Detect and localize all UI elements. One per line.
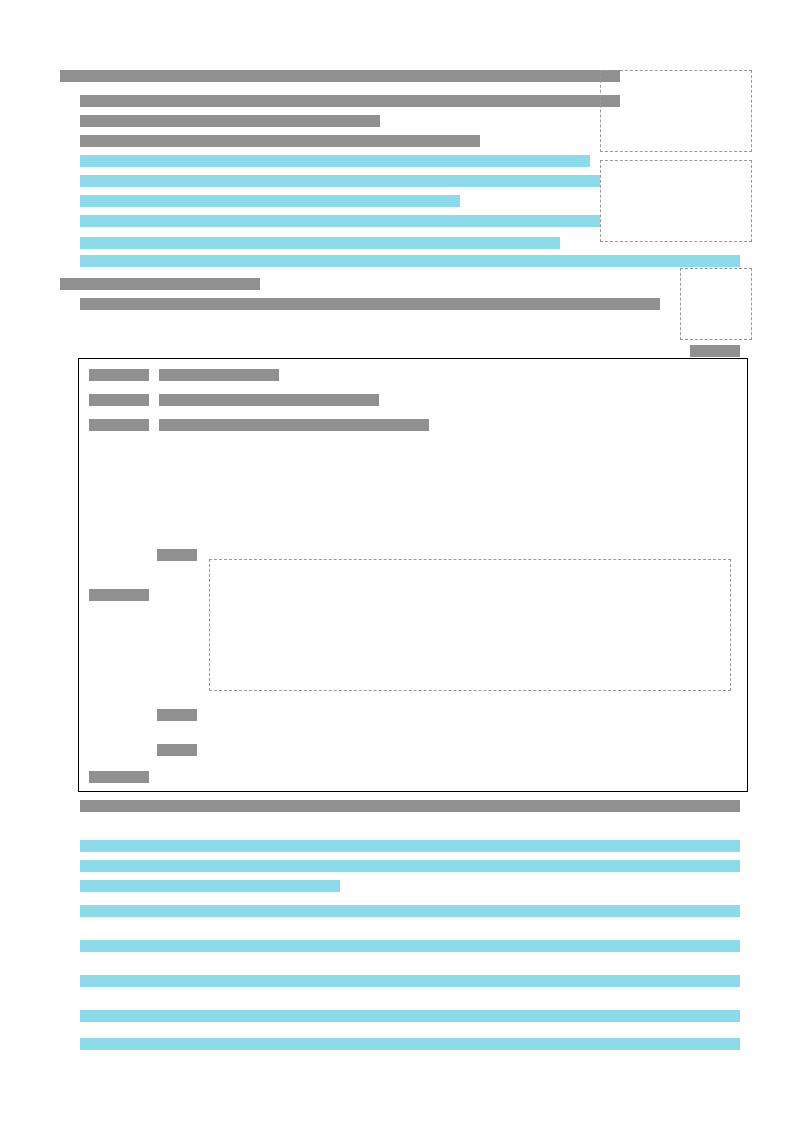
report-table: [78, 358, 748, 792]
answer-line: [80, 175, 600, 187]
solution-line: [80, 840, 740, 852]
data-label: [157, 709, 197, 721]
photo-figure-1: [680, 268, 752, 340]
share-label: [89, 771, 149, 783]
answer-line: [80, 215, 600, 227]
plan-label: [157, 549, 197, 561]
problem-20-background: [80, 298, 660, 310]
answer-line: [80, 155, 590, 167]
solution-line: [80, 860, 740, 872]
table-row-label: [89, 419, 149, 431]
table-row-value: [159, 394, 379, 406]
table-row-value: [159, 419, 429, 431]
calc-label: [157, 744, 197, 756]
problem-20-header: [60, 278, 260, 290]
solution-line: [80, 1010, 740, 1022]
process-label: [89, 589, 149, 601]
solution-line: [80, 905, 740, 917]
problem-19-line: [80, 95, 620, 107]
table-row-label: [89, 394, 149, 406]
answer-line: [80, 237, 560, 249]
question-text: [80, 800, 740, 812]
problem-19-line: [80, 115, 380, 127]
solution-line: [80, 1038, 740, 1050]
geometry-figure-angle: [600, 70, 752, 152]
geometry-figure-solution: [600, 160, 752, 242]
solution-line: [80, 880, 340, 892]
answer-line: [80, 195, 460, 207]
scheme-diagrams: [209, 559, 731, 691]
problem-19-line: [80, 135, 480, 147]
figure-label: [690, 345, 740, 357]
table-row-value: [159, 369, 279, 381]
table-row-label: [89, 369, 149, 381]
problem-19-header: [60, 70, 620, 82]
answer-line: [80, 255, 740, 267]
solution-line: [80, 940, 740, 952]
solution-line: [80, 975, 740, 987]
